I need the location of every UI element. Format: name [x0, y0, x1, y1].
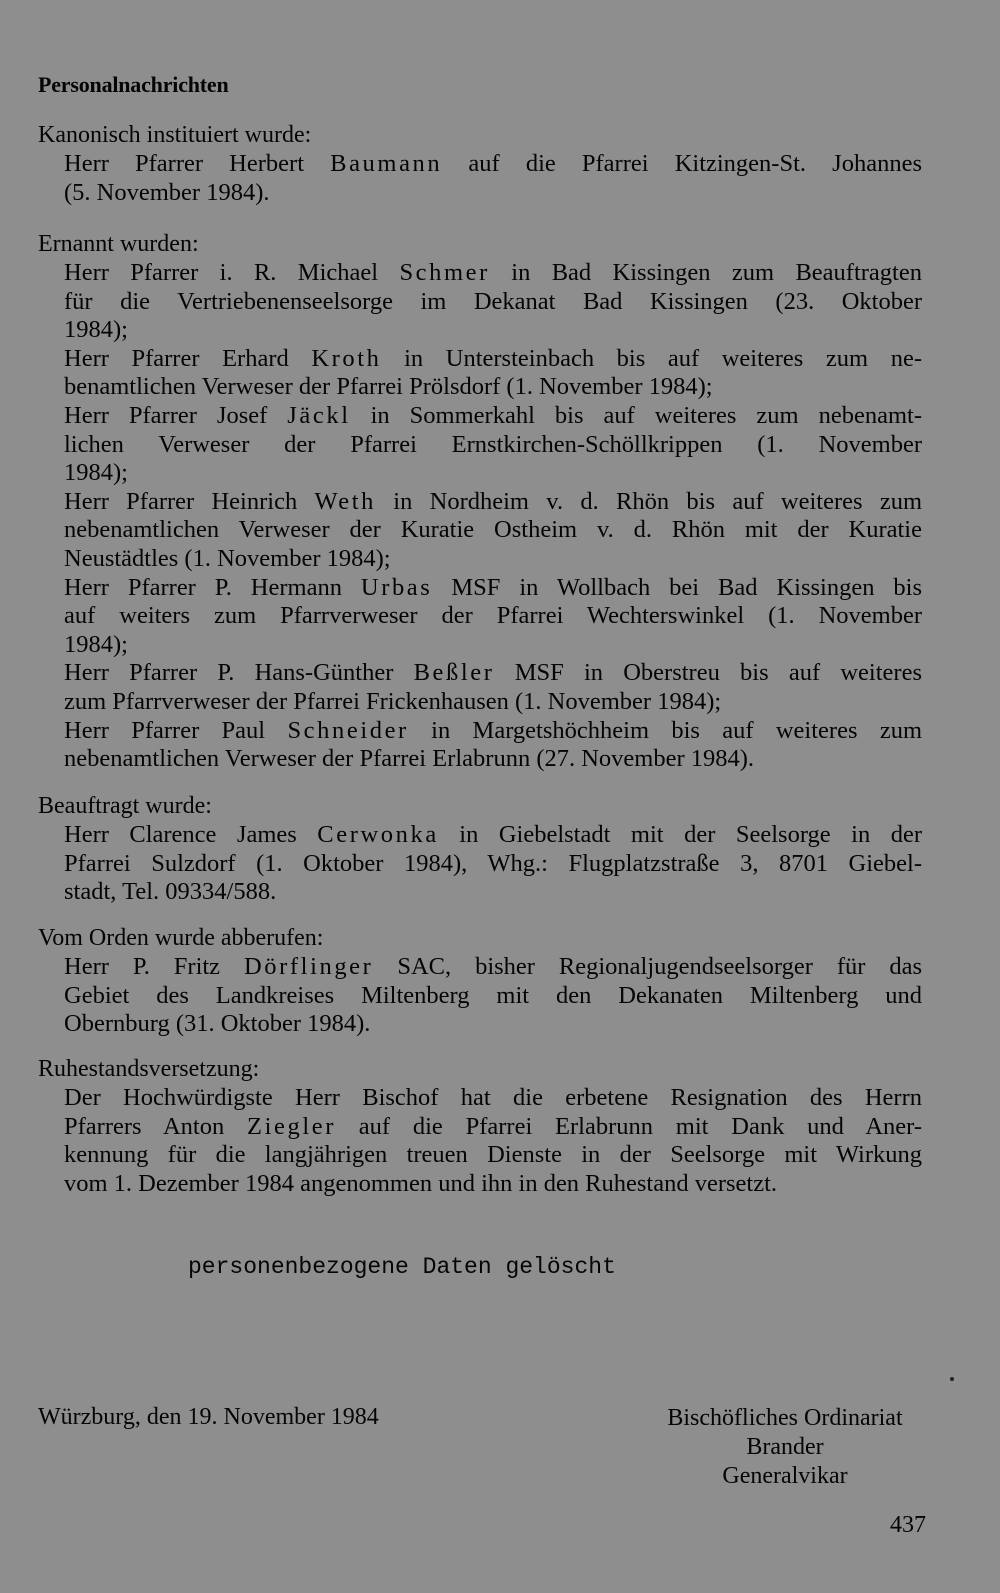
person-name: Ziegler	[247, 1112, 336, 1140]
text-line: 1984);	[64, 316, 128, 344]
person-name: Jäckl	[287, 401, 351, 429]
section-abberufen	[38, 924, 922, 1039]
text-line: Herr Pfarrer Herbert Baumann auf die Pfarrei Kitzingen-St. Johannes	[64, 150, 922, 177]
text-line: nebenamtlichen Verweser der Kuratie Ostheim v. d. Rhön mit der Kuratie	[64, 516, 922, 544]
text-line: Gebiet des Landkreises Miltenberg mit den Dekanaten Miltenberg und	[64, 981, 922, 1009]
text-line: nebenamtlichen Verweser der Pfarrei Erlabrunn (27. November 1984).	[64, 745, 755, 773]
person-name: Kroth	[311, 344, 382, 372]
section-ernannt	[38, 230, 922, 774]
text-line: benamtlichen Verweser der Pfarrei Prölsdorf (1. November 1984);	[64, 373, 713, 401]
person-name: Cerwonka	[317, 821, 439, 848]
signature-block	[640, 1404, 930, 1491]
text-line: Herr Pfarrer Heinrich Weth in Nordheim v. d. Rhön bis auf weiteres zum	[64, 487, 922, 515]
text-line: Obernburg (31. Oktober 1984).	[64, 1010, 371, 1038]
text-line: auf weiters zum Pfarrverweser der Pfarrei Wechterswinkel (1. November	[64, 602, 922, 630]
section-label: Vom Orden wurde abberufen:	[38, 925, 324, 951]
text-line: (5. November 1984).	[64, 178, 270, 206]
text-line: Herr Pfarrer Paul Schneider in Margetshöchheim bis auf weiteres zum	[64, 716, 922, 744]
text-line: Herr Pfarrer Erhard Kroth in Untersteinbach bis auf weiteres zum ne-	[64, 344, 922, 372]
speck-mark	[950, 1377, 954, 1381]
text-line: Pfarrei Sulzdorf (1. Oktober 1984), Whg.: Flugplatzstraße 3, 8701 Giebel-	[64, 849, 922, 877]
signature-name: Brander	[746, 1434, 824, 1460]
text-line: für die Vertriebenenseelsorge im Dekanat Bad Kissingen (23. Oktober	[64, 287, 922, 315]
section-label: Ernannt wurden:	[38, 231, 199, 257]
person-name: Dörflinger	[244, 953, 374, 980]
section-ruhestand	[38, 1055, 922, 1198]
text-line: zum Pfarrverweser der Pfarrei Frickenhausen (1. November 1984);	[64, 687, 722, 715]
heading: Personalnachrichten	[38, 72, 229, 97]
text-line: Herr Pfarrer i. R. Michael Schmer in Bad Kissingen zum Beauftragten	[64, 259, 922, 286]
text-line: 1984);	[64, 459, 128, 487]
text-line: Herr Clarence James Cerwonka in Giebelstadt mit der Seelsorge in der	[64, 821, 922, 848]
section-label: Kanonisch instituiert wurde:	[38, 122, 312, 148]
signature-title: Generalvikar	[722, 1463, 848, 1489]
person-name: Schneider	[287, 716, 409, 744]
text-line: 1984);	[64, 630, 128, 658]
person-name: Beßler	[413, 659, 495, 687]
redaction-notice: personenbezogene Daten gelöscht	[188, 1254, 616, 1280]
section-body	[64, 953, 922, 1039]
text-line: Herr Pfarrer P. Hans-Günther Beßler MSF in Oberstreu bis auf weiteres	[64, 659, 922, 687]
section-kanonisch	[38, 121, 922, 207]
text-line: kennung für die langjährigen treuen Dienste in der Seelsorge mit Wirkung	[64, 1141, 922, 1169]
text-line: lichen Verweser der Pfarrei Ernstkirchen-Schöllkrippen (1. November	[64, 430, 922, 458]
section-label: Ruhestandsversetzung:	[38, 1056, 260, 1082]
text-line: Neustädtles (1. November 1984);	[64, 544, 391, 572]
page-number: 437	[890, 1512, 926, 1538]
text-line: Herr Pfarrer P. Hermann Urbas MSF in Wollbach bei Bad Kissingen bis	[64, 573, 922, 601]
section-body	[64, 259, 922, 774]
text-line: Herr Pfarrer Josef Jäckl in Sommerkahl bis auf weiteres zum nebenamt-	[64, 401, 922, 429]
place-date: Würzburg, den 19. November 1984	[38, 1404, 379, 1430]
section-body	[64, 1084, 922, 1198]
person-name: Urbas	[360, 573, 433, 601]
section-label: Beauftragt wurde:	[38, 793, 212, 819]
person-name: Baumann	[330, 150, 443, 177]
person-name: Weth	[314, 487, 376, 515]
section-body	[64, 821, 922, 907]
text-line: Herr P. Fritz Dörflinger SAC, bisher Regionaljugendseelsorger für das	[64, 953, 922, 980]
text-line: vom 1. Dezember 1984 angenommen und ihn in den Ruhestand versetzt.	[64, 1169, 778, 1197]
text-line: stadt, Tel. 09334/588.	[64, 878, 277, 906]
person-name: Schmer	[399, 259, 490, 286]
text-line: Pfarrers Anton Ziegler auf die Pfarrei Erlabrunn mit Dank und Aner-	[64, 1112, 922, 1140]
section-body	[64, 150, 922, 207]
text-line: Der Hochwürdigste Herr Bischof hat die erbetene Resignation des Herrn	[64, 1084, 922, 1111]
signature-office: Bischöfliches Ordinariat	[667, 1405, 903, 1431]
section-beauftragt	[38, 792, 922, 907]
